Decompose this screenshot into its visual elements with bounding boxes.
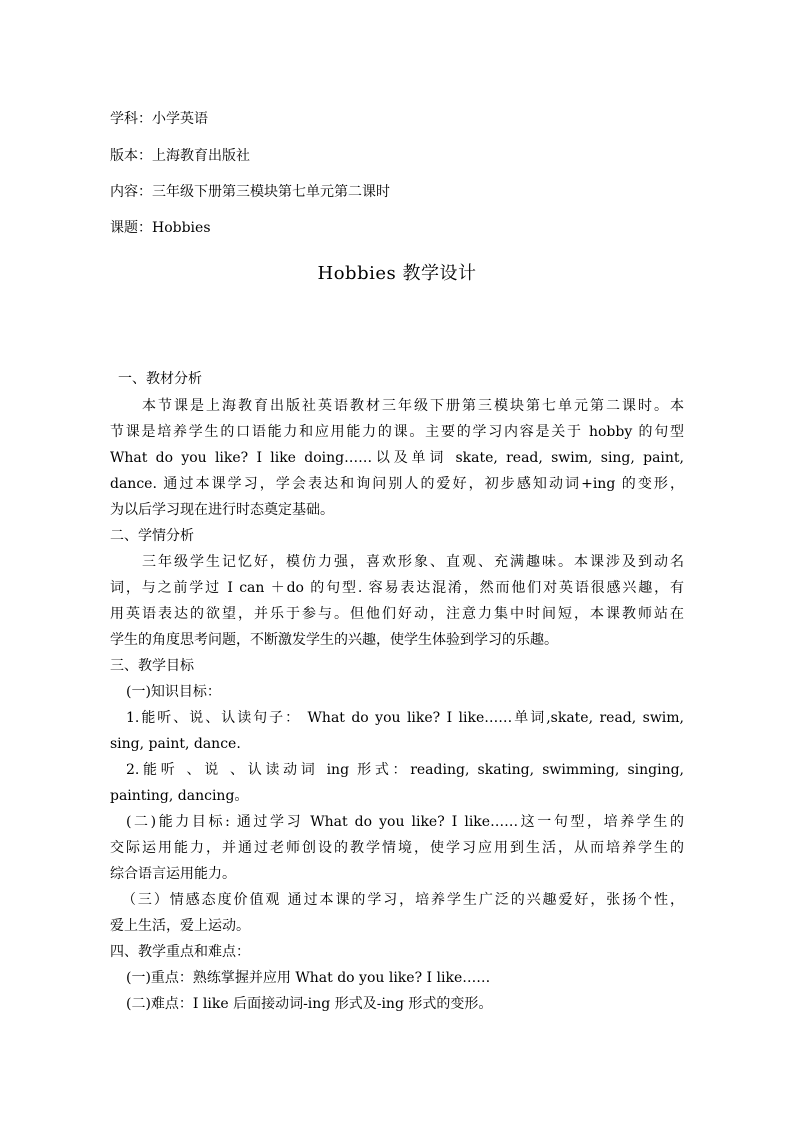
paragraph-line: 综合语言运用能力。 [110, 866, 236, 882]
paragraph-line: sing, paint, dance. [110, 736, 241, 752]
meta-subject: 学科：小学英语 [110, 111, 208, 127]
document-title: Hobbies 教学设计 [317, 263, 477, 284]
meta-edition: 版本：上海教育出版社 [110, 148, 250, 164]
paragraph-line: 节课是培养学生的口语能力和应用能力的课。主要的学习内容是关于 hobby 的句型 [110, 424, 684, 440]
paragraph-line: 学生的角度思考问题，不断激发学生的兴趣，使学生体验到学习的乐趣。 [110, 632, 558, 648]
paragraph-line: What do you like? I like doing……以及单词 skate, read, swim, sing, paint, [110, 450, 684, 466]
section-heading: 一、教材分析 [118, 371, 202, 387]
paragraph-line: 1.能听、说、认读句子： What do you like? I like……单词,skate, read, swim, [126, 710, 684, 726]
paragraph-line: dance. 通过本课学习，学会表达和询问别人的爱好，初步感知动词+ing 的变形， [110, 476, 684, 492]
paragraph-line: (二)能力目标: 通过学习 What do you like? I like……这一句型，培养学生的 [126, 814, 684, 830]
subsection-heading: (一)知识目标： [126, 684, 221, 700]
meta-topic: 课题：Hobbies [110, 220, 211, 236]
paragraph-line: (二)难点：I like 后面接动词-ing 形式及-ing 形式的变形。 [126, 996, 493, 1012]
paragraph-line: 本节课是上海教育出版社英语教材三年级下册第三模块第七单元第二课时。本 [142, 398, 684, 414]
section-heading: 三、教学目标 [110, 658, 194, 674]
meta-content: 内容：三年级下册第三模块第七单元第二课时 [110, 184, 390, 200]
paragraph-line: 为以后学习现在进行时态奠定基础。 [110, 502, 334, 518]
paragraph-line: 2.能听 、说 、认读动词 ing 形式：reading, skating, swimming, singing, [126, 762, 684, 778]
paragraph-line: （三）情感态度价值观 通过本课的学习，培养学生广泛的兴趣爱好，张扬个性， [122, 892, 684, 908]
section-heading: 二、学情分析 [110, 528, 194, 544]
paragraph-line: 用英语表达的欲望，并乐于参与。但他们好动，注意力集中时间短，本课教师站在 [110, 606, 684, 622]
paragraph-line: 爱上生活，爱上运动。 [110, 918, 250, 934]
paragraph-line: painting, dancing。 [110, 788, 249, 804]
section-heading: 四、教学重点和难点： [110, 944, 250, 960]
paragraph-line: 交际运用能力，并通过老师创设的教学情境，使学习应用到生活，从而培养学生的 [110, 840, 684, 856]
paragraph-line: 词，与之前学过 I can ＋do 的句型. 容易表达混淆，然而他们对英语很感兴趣，有 [110, 580, 684, 596]
paragraph-line: 三年级学生记忆好，模仿力强，喜欢形象、直观、充满趣味。本课涉及到动名 [142, 554, 684, 570]
paragraph-line: (一)重点：熟练掌握并应用 What do you like? I like…… [126, 970, 491, 986]
